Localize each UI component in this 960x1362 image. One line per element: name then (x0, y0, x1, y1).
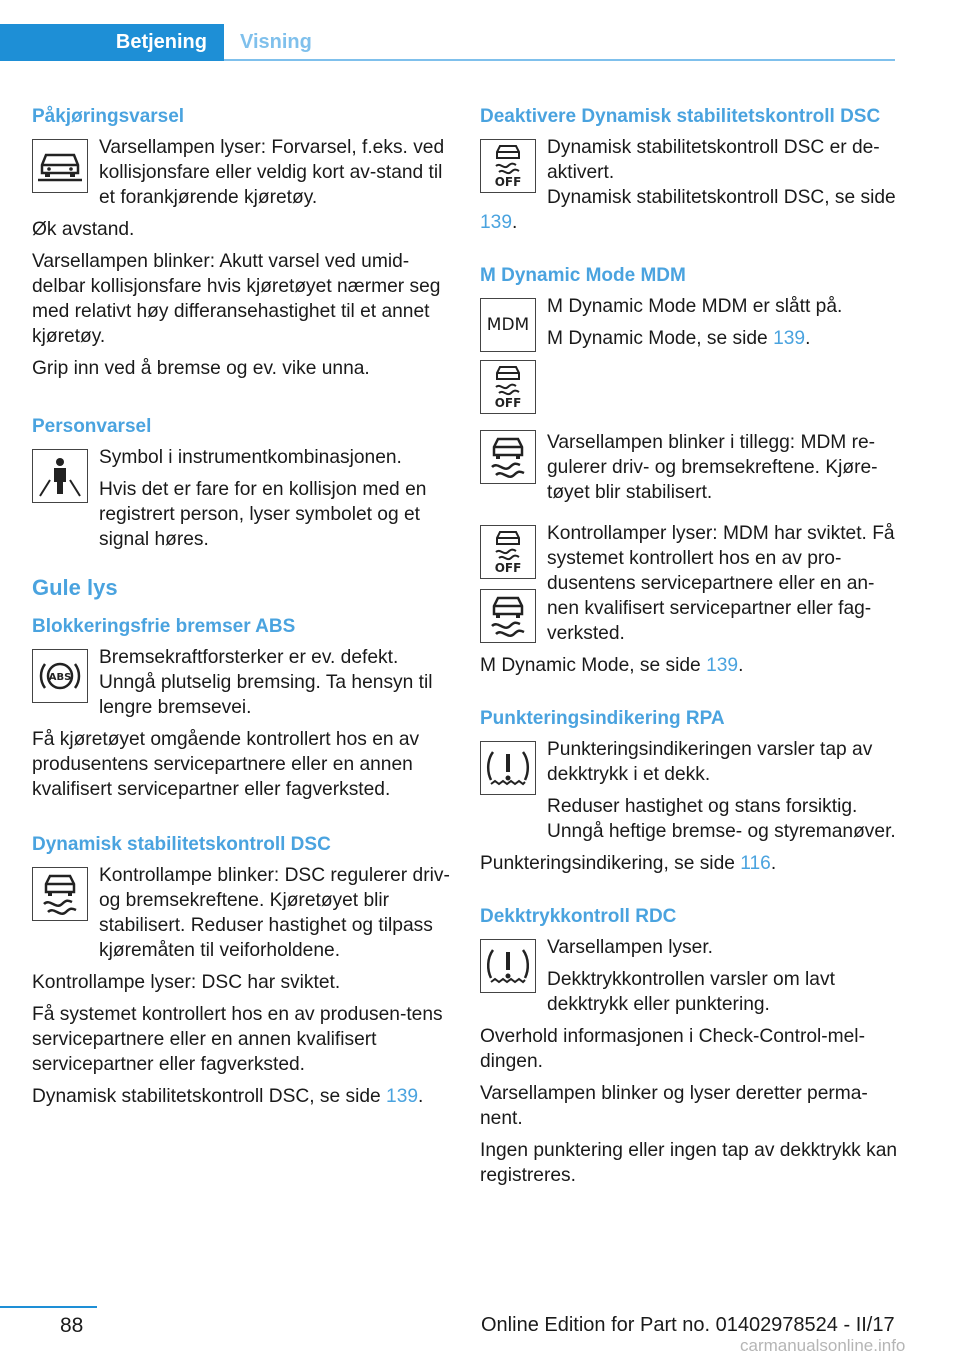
mdm-see-text: M Dynamic Mode, se side (480, 655, 707, 676)
rdc-icon-text2: Dekktrykkontrollen varsler om lavt dekktrykk eller punktering. (547, 969, 835, 1015)
mdm-end: . (805, 328, 811, 349)
dsc-off-item (480, 135, 898, 191)
dsc-page-link[interactable]: 139 (386, 1086, 419, 1107)
heading-mdm: M Dynamic Mode MDM (480, 265, 686, 286)
tab-visning[interactable]: Visning (240, 31, 312, 53)
dsc-off-text2-a: Dynamisk stabilitetskontroll DSC, se side (547, 187, 896, 208)
footer-rule (0, 1306, 97, 1308)
dsc-p1: Kontrollampe lyser: DSC har sviktet. (32, 972, 341, 993)
mdm-icon (480, 298, 536, 352)
pedestrian-warning-icon (32, 449, 88, 503)
rpa-see-text: Punkteringsindikering, se side (480, 853, 741, 874)
mdm-icon-text2 (547, 326, 898, 351)
dsc-off-page-link[interactable]: 139 (480, 212, 513, 233)
tire-warning-icon (480, 741, 536, 795)
rpa-icon-text2: Reduser hastighet og stans forsiktig. Unngå heftige bremse- og styremanøver. (547, 796, 896, 842)
person-icon-text1: Symbol i instrumentkombinasjonen. (99, 447, 402, 468)
svg-text:OFF: OFF (494, 396, 522, 409)
abs-icon (32, 649, 88, 703)
rdc-icon-text1: Varsellampen lyser. (547, 937, 714, 958)
dsc-off-icon (480, 139, 536, 193)
dsc-p3 (32, 1084, 450, 1109)
heading-dsc-off: Deaktivere Dynamisk stabilitetskontroll DSC (480, 106, 881, 127)
abs-item (32, 645, 450, 720)
dsc-off-icon-3 (480, 525, 536, 579)
mdm-fail-text: Kontrollamper lyser: MDM har sviktet. Få systemet kontrollert hos en av pro-dusentens servicepartnere eller en an-nen kvalifisert servicepartner eller fag-verksted. (547, 523, 895, 644)
page-number: 88 (60, 1314, 84, 1337)
dsc-p2: Få systemet kontrollert hos en av produsen-tens servicepartnere eller en annen kvalifisert servicepartner eller fagverksted. (32, 1004, 443, 1075)
rdc-item (480, 935, 898, 1017)
dsc-icon-text: Kontrollampe blinker: DSC regulerer driv- og bremsekreftene. Kjøretøyet blir stabilisert. Reduser hastighet og tilpass kjøremåten til veiforholdene. (99, 865, 450, 961)
heading-rdc: Dekktrykkontroll RDC (480, 906, 677, 927)
heading-personvarsel: Personvarsel (32, 416, 152, 437)
person-item (32, 445, 450, 552)
dsc-off-icon-2 (480, 360, 536, 414)
rpa-icon-text1: Punkteringsindikeringen varsler tap av dekktrykk i et dekk. (547, 739, 873, 785)
tab-underline (224, 59, 895, 61)
svg-text:OFF: OFF (494, 175, 522, 188)
mdm-icon-text1: M Dynamic Mode MDM er slått på. (547, 296, 843, 317)
watermark: carmanualsonline.info (740, 1336, 906, 1355)
abs-icon-text: Bremsekraftforsterker er ev. defekt. Unngå plutselig bremsing. Ta hensyn til lengre bremsevei. (99, 647, 433, 718)
edition-text: Online Edition for Part no. 01402978524 - II/17 (481, 1314, 895, 1336)
mdm-page-link[interactable]: 139 (773, 328, 806, 349)
dsc-p3-end: . (418, 1086, 424, 1107)
pakjoring-icon-text: Varsellampen lyser: Forvarsel, f.eks. ved kollisjonsfare eller veldig kort av-stand til et forankjørende kjøretøy. (99, 137, 445, 208)
mdm-see (480, 653, 898, 678)
car-warning-icon (32, 139, 88, 193)
mdm-icon-label: MDM (486, 314, 530, 335)
dsc-p3-text: Dynamisk stabilitetskontroll DSC, se side (32, 1086, 387, 1107)
dsc-off-end: . (512, 212, 518, 233)
tab-betjening[interactable]: Betjening (0, 24, 224, 61)
mdm-item (480, 294, 898, 351)
heading-abs: Blokkeringsfrie bremser ABS (32, 616, 296, 637)
svg-text:ABS: ABS (48, 672, 72, 683)
rpa-see-end: . (770, 853, 777, 874)
mdm-icon-text2-a: M Dynamic Mode, se side (547, 328, 774, 349)
heading-dsc: Dynamisk stabilitetskontroll DSC (32, 834, 331, 855)
heading-gule-lys: Gule lys (32, 575, 118, 600)
rpa-see-link[interactable]: 116 (740, 853, 771, 874)
rdc-p3: Ingen punktering eller ingen tap av dekktrykk kan registreres. (480, 1140, 898, 1186)
pakjoring-p3: Grip inn ved å bremse og ev. vike unna. (32, 358, 370, 379)
rpa-item (480, 737, 898, 844)
mdm-see-link[interactable]: 139 (706, 655, 739, 676)
mdm-fail-item (480, 521, 898, 646)
pakjoring-item (32, 135, 450, 210)
pakjoring-p1: Øk avstand. (32, 219, 135, 240)
dsc-skid-icon (32, 867, 88, 921)
rpa-see (480, 851, 898, 876)
mdm-blink-item (480, 430, 898, 505)
mdm-see-end: . (738, 655, 744, 676)
svg-text:OFF: OFF (494, 561, 522, 574)
dsc-skid-icon-3 (480, 589, 536, 643)
rdc-p1: Overhold informasjonen i Check-Control-mel-dingen. (480, 1026, 865, 1072)
heading-pakjoringsvarsel: Påkjøringsvarsel (32, 106, 185, 127)
mdm-dsc-off-item (480, 358, 898, 424)
header-tabs (0, 24, 895, 61)
mdm-blink-text: Varsellampen blinker i tillegg: MDM re-gulerer driv- og bremsekreftene. Kjøre-tøyet blir stabilisert. (547, 432, 878, 503)
pakjoring-p2: Varsellampen blinker: Akutt varsel ved umid-delbar kollisjonsfare hvis kjøretøyet nærmer seg med relativt høy differansehastighet til et annet kjøretøy. (32, 251, 441, 347)
rdc-p2: Varsellampen blinker og lyser deretter perma-nent. (480, 1083, 868, 1129)
dsc-skid-icon-2 (480, 430, 536, 484)
tire-pressure-icon (480, 939, 536, 993)
abs-p1: Få kjøretøyet omgående kontrollert hos en av produsentens servicepartnere eller en annen kvalifisert servicepartner eller fagverksted. (32, 729, 420, 800)
heading-rpa: Punkteringsindikering RPA (480, 708, 725, 729)
dsc-off-icon-text1: Dynamisk stabilitetskontroll DSC er de-aktivert. (547, 137, 880, 183)
dsc-off-text2 (480, 185, 898, 235)
left-column (32, 100, 450, 1116)
right-column (480, 100, 898, 1195)
dsc-item (32, 863, 450, 963)
person-icon-text2: Hvis det er fare for en kollisjon med en registrert person, lyser symbolet og et signal høres. (99, 479, 427, 550)
